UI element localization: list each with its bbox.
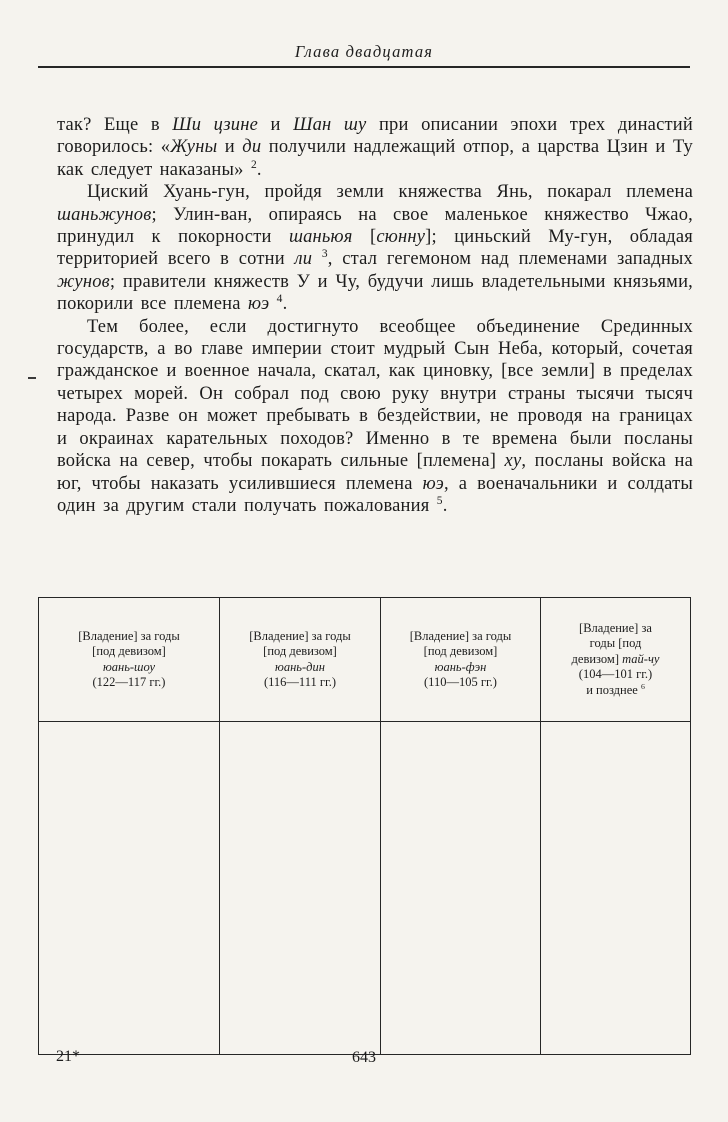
- table-body-cell: [381, 722, 541, 1055]
- table-header-cell: [Владение] за годы [под девизом] юань-шоу (122—117 гг.): [39, 598, 220, 722]
- scan-artifact-mark: [28, 377, 36, 379]
- paragraph: Тем более, если достигнуто всеобщее объединение Срединных государств, а во главе империи стоит мудрый Сын Неба, который, сочетая гражданское и военное начала, скатал, как циновку, [все земли] в пределах четырех морей. Он собрал под свою руку внутри страны тысячи тысяч народа. Разве он может пребывать в бездействии, не проводя на границах и окраинах карательных походов? Именно в те времена были посланы войска на север, чтобы покарать сильные [племена] ху, посланы войска на юг, чтобы наказать усилившиеся племена юэ, а военачальники и солдаты один за другим стали получать пожалования $^5$.: [57, 316, 693, 516]
- table-body-cell: [220, 722, 381, 1055]
- reign-periods-table: [38, 597, 691, 1055]
- running-header: Глава двадцатая: [294, 42, 434, 61]
- paragraph: так? Еще в Ши цзине и Шан шу при описании эпохи трех династий говорилось: «Жуны и ди получили надлежащий отпор, а царства Цзин и Ту как следует наказаны» $^2$.: [57, 115, 693, 180]
- table-body-row: [39, 722, 691, 1055]
- table-header-row: [39, 598, 691, 722]
- page-number: 643: [352, 1049, 376, 1066]
- table-header-cell: [Владение] за годы [под девизом] юань-дин (116—111 гг.): [220, 598, 381, 722]
- footer-signature-mark: 21*: [56, 1048, 80, 1065]
- table-header-cell: [Владение] за годы [под девизом] юань-фэн (110—105 гг.): [381, 598, 541, 722]
- table-header-cell: [Владение] за годы [под девизом] тай-чу (104—101 гг.) и позднее $^6$: [541, 598, 691, 722]
- body-text: [57, 114, 693, 595]
- table-body-cell: [541, 722, 691, 1055]
- header-rule: [38, 66, 690, 68]
- table-body-cell: [39, 722, 220, 1055]
- paragraph: Циский Хуань-гун, пройдя земли княжества Янь, покарал племена шаньжунов; Улин-ван, опираясь на свое маленькое княжество Чжао, принудил к покорности шаньюя [сюнну]; циньский Му-гун, обладая территорией всего в сотни ли $^3$, стал гегемоном над племенами западных жунов; правители княжеств У и Чу, будучи лишь владетельными князьями, покорили все племена юэ $^4$.: [57, 182, 693, 315]
